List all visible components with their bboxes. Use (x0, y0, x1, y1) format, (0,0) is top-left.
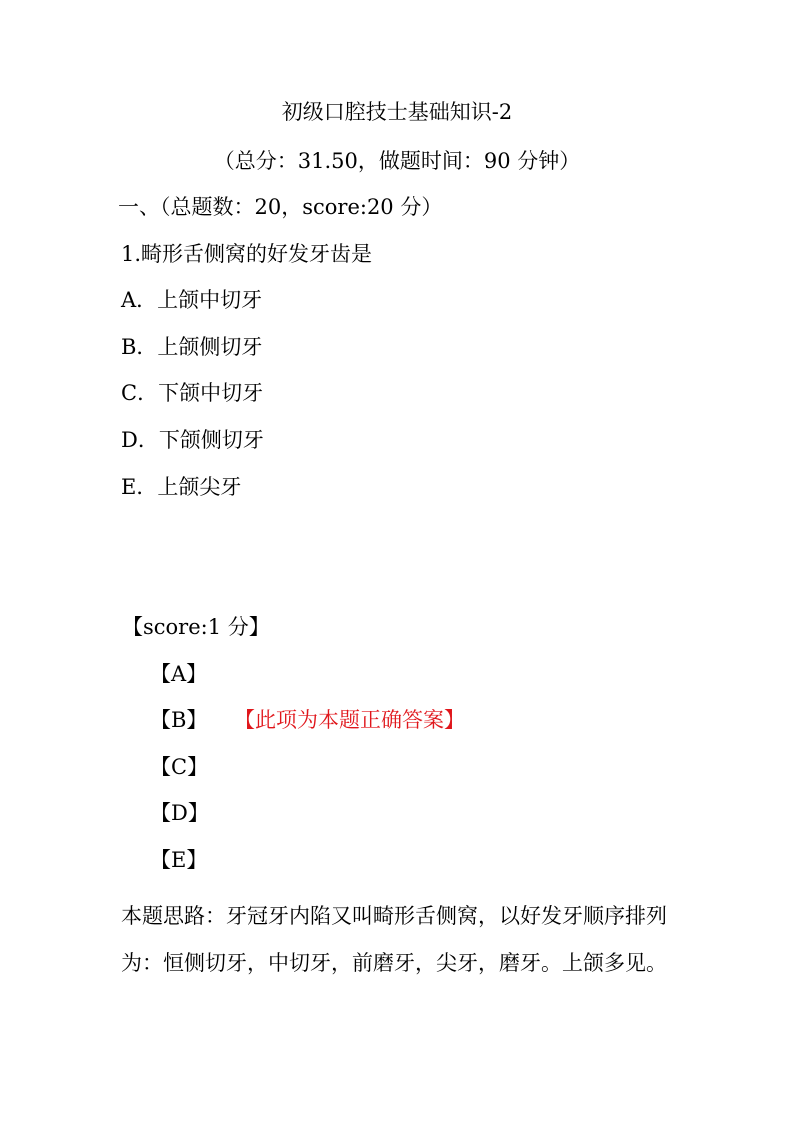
question-text: 1.畸形舌侧窝的好发牙齿是 (121, 242, 373, 266)
answer-d: 【D】 (150, 801, 209, 825)
answer-c: 【C】 (150, 755, 209, 779)
option-e: E．上颌尖牙 (121, 475, 242, 499)
exam-meta: （总分：31.50，做题时间：90 分钟） (213, 149, 581, 173)
option-c: C．下颌中切牙 (121, 381, 264, 405)
option-b: B．上颌侧切牙 (121, 335, 263, 359)
section-header: 一、（总题数：20，score:20 分） (118, 195, 443, 219)
explanation: 本题思路：牙冠牙内陷又叫畸形舌侧窝，以好发牙顺序排列为：恒侧切牙，中切牙，前磨牙，尖牙，磨牙。上颌多见。 (121, 904, 667, 975)
option-a: A．上颌中切牙 (121, 288, 263, 312)
answer-e: 【E】 (150, 848, 208, 872)
answer-a: 【A】 (150, 662, 208, 686)
option-d: D．下颌侧切牙 (121, 428, 264, 452)
score-label: 【score:1 分】 (122, 615, 270, 639)
correct-answer-note: 【此项为本题正确答案】 (234, 708, 465, 732)
answer-b: 【B】 (150, 708, 208, 732)
doc-title: 初级口腔技士基础知识-2 (281, 100, 513, 124)
